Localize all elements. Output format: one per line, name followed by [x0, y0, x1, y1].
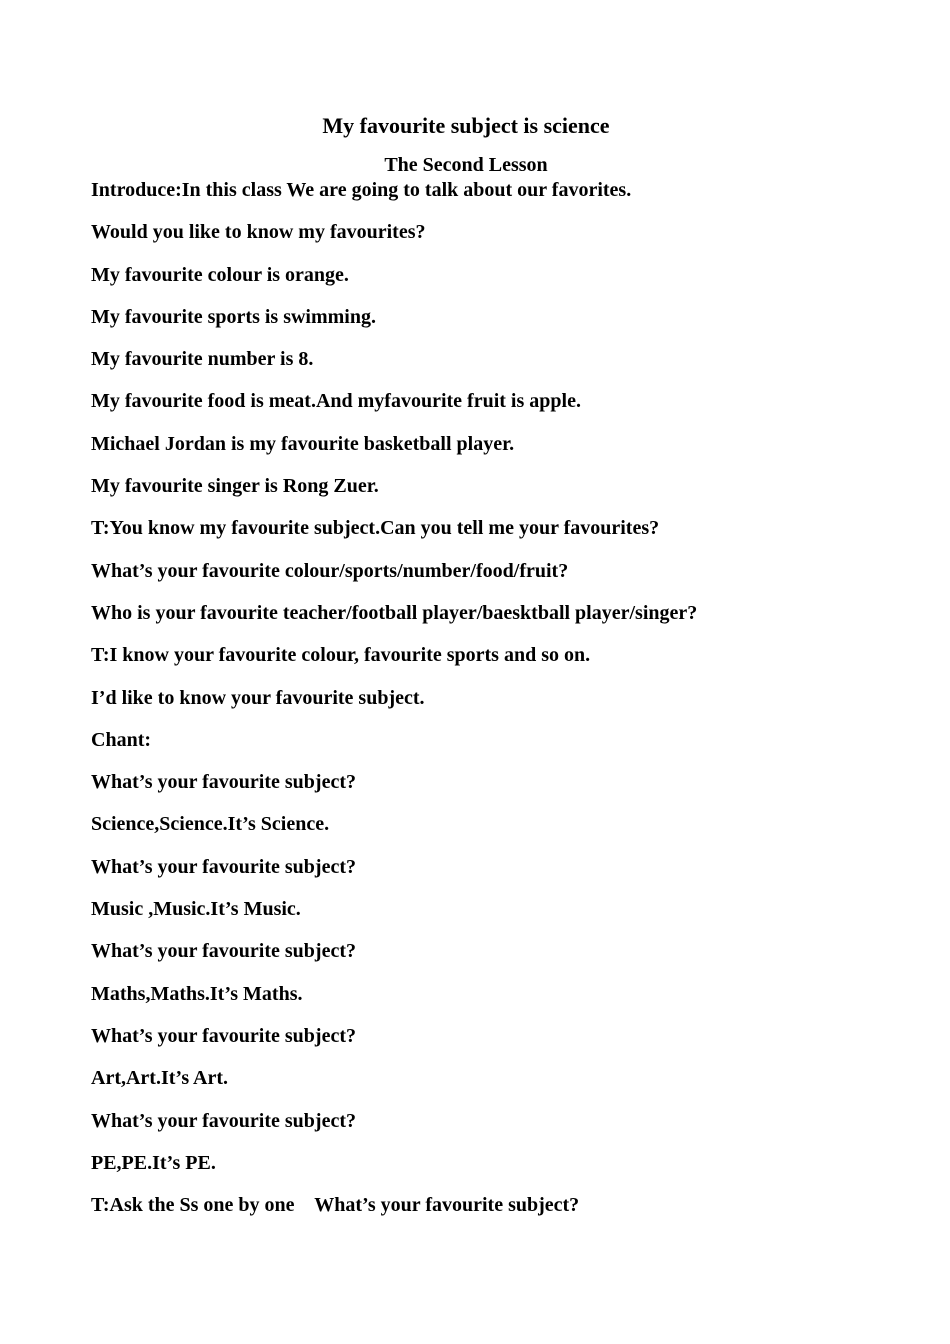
text-line: What’s your favourite subject? [91, 855, 356, 878]
text-line: Maths,Maths.It’s Maths. [91, 982, 303, 1005]
document-subtitle: The Second Lesson [384, 154, 548, 176]
text-line: Who is your favourite teacher/football player/baesktball player/singer? [91, 601, 698, 624]
text-line: My favourite food is meat.And myfavourite fruit is apple. [91, 390, 581, 413]
text-line: PE,PE.It’s PE. [91, 1151, 216, 1174]
text-line: T:You know my favourite subject.Can you tell me your favourites? [91, 517, 660, 540]
text-line: What’s your favourite subject? [91, 771, 356, 794]
text-line: What’s your favourite colour/sports/number/food/fruit? [91, 559, 569, 582]
text-line: What’s your favourite subject? [91, 1109, 356, 1132]
text-line: Art,Art.It’s Art. [91, 1067, 228, 1090]
text-line: My favourite singer is Rong Zuer. [91, 475, 379, 498]
lesson-text [91, 177, 911, 1234]
text-line: T:I know your favourite colour, favourite sports and so on. [91, 644, 591, 667]
text-line: Would you like to know my favourites? [91, 221, 426, 244]
text-line: What’s your favourite subject? [91, 940, 356, 963]
text-line: I’d like to know your favourite subject. [91, 686, 425, 709]
document-title: My favourite subject is science [322, 113, 610, 138]
text-line: Music ,Music.It’s Music. [91, 898, 301, 921]
text-line: Michael Jordan is my favourite basketball player. [91, 432, 515, 455]
text-line: Introduce:In this class We are going to talk about our favorites. [91, 179, 632, 201]
text-line: Chant: [91, 728, 152, 751]
text-line: My favourite number is 8. [91, 348, 314, 371]
text-line: T:Ask the Ss one by one What’s your favourite subject? [91, 1194, 580, 1217]
text-line: My favourite colour is orange. [91, 263, 349, 286]
text-line: Science,Science.It’s Science. [91, 813, 330, 836]
text-line: My favourite sports is swimming. [91, 305, 376, 328]
text-line: What’s your favourite subject? [91, 1024, 356, 1047]
